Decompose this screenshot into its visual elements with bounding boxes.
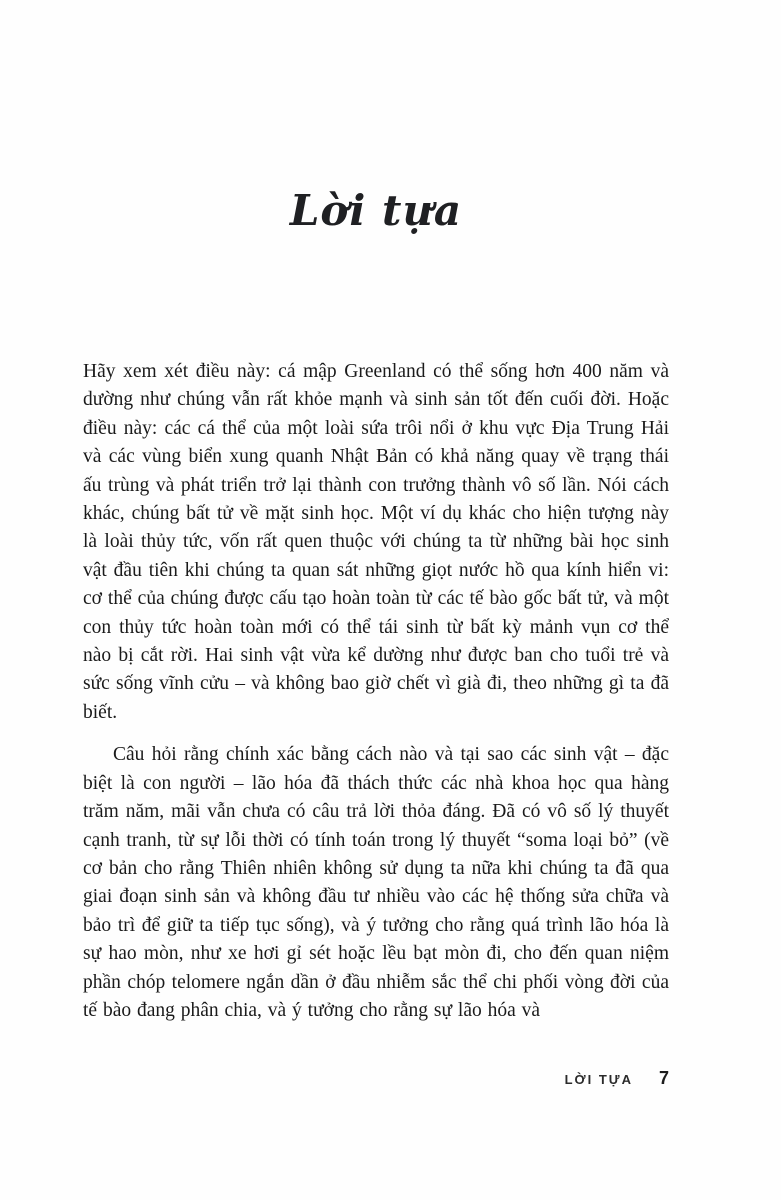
page-number: 7	[658, 1068, 669, 1088]
running-footer-section-label: LỜI TỰA	[564, 1072, 633, 1087]
chapter-title: Lời tựa	[289, 186, 463, 235]
body-text-block	[83, 358, 669, 1025]
paragraph-1: Hãy xem xét điều này: cá mập Greenland có thể sống hơn 400 năm và dường như chúng vẫn rất khỏe mạnh và sinh sản tốt đến cuối đời. Hoặc điều này: các cá thể của một loài sứa trôi nổi ở khu vực Địa Trung Hải và các vùng biển xung quanh Nhật Bản có khả năng quay về trạng thái ấu trùng và phát triển trở lại thành con trưởng thành vô số lần. Nói cách khác, chúng bất tử về mặt sinh học. Một ví dụ khác cho hiện tượng này là loài thủy tức, vốn rất quen thuộc với chúng ta từ những bài học sinh vật đầu tiên khi chúng ta quan sát những giọt nước hồ qua kính hiển vi: cơ thể của chúng được cấu tạo hoàn toàn từ các tế bào gốc bất tử, và một con thủy tức hoàn toàn mới có thể tái sinh từ bất kỳ mảnh vụn cơ thể nào bị cắt rời. Hai sinh vật vừa kể dường như được ban cho tuổi trẻ và sức sống vĩnh cửu – và không bao giờ chết vì già đi, theo những gì ta đã biết.	[83, 361, 669, 723]
paragraph-2: Câu hỏi rằng chính xác bằng cách nào và tại sao các sinh vật – đặc biệt là con người – lão hóa đã thách thức các nhà khoa học qua hàng trăm năm, mãi vẫn chưa có câu trả lời thỏa đáng. Đã có vô số lý thuyết cạnh tranh, từ sự lỗi thời có tính toán trong lý thuyết “soma loại bỏ” (về cơ bản cho rằng Thiên nhiên không sử dụng ta nữa khi chúng ta đã qua giai đoạn sinh sản và không đầu tư nhiều vào các hệ thống sửa chữa và bảo trì để giữ ta tiếp tục sống), và ý tưởng cho rằng quá trình lão hóa là sự hao mòn, như xe hơi gỉ sét hoặc lều bạt mòn đi, cho đến quan niệm phần chóp telomere ngắn dần ở đầu nhiễm sắc thể chi phối vòng đời của tế bào đang phân chia, và ý tưởng cho rằng sự lão hóa và	[83, 744, 669, 1021]
page-footer	[83, 1068, 669, 1089]
